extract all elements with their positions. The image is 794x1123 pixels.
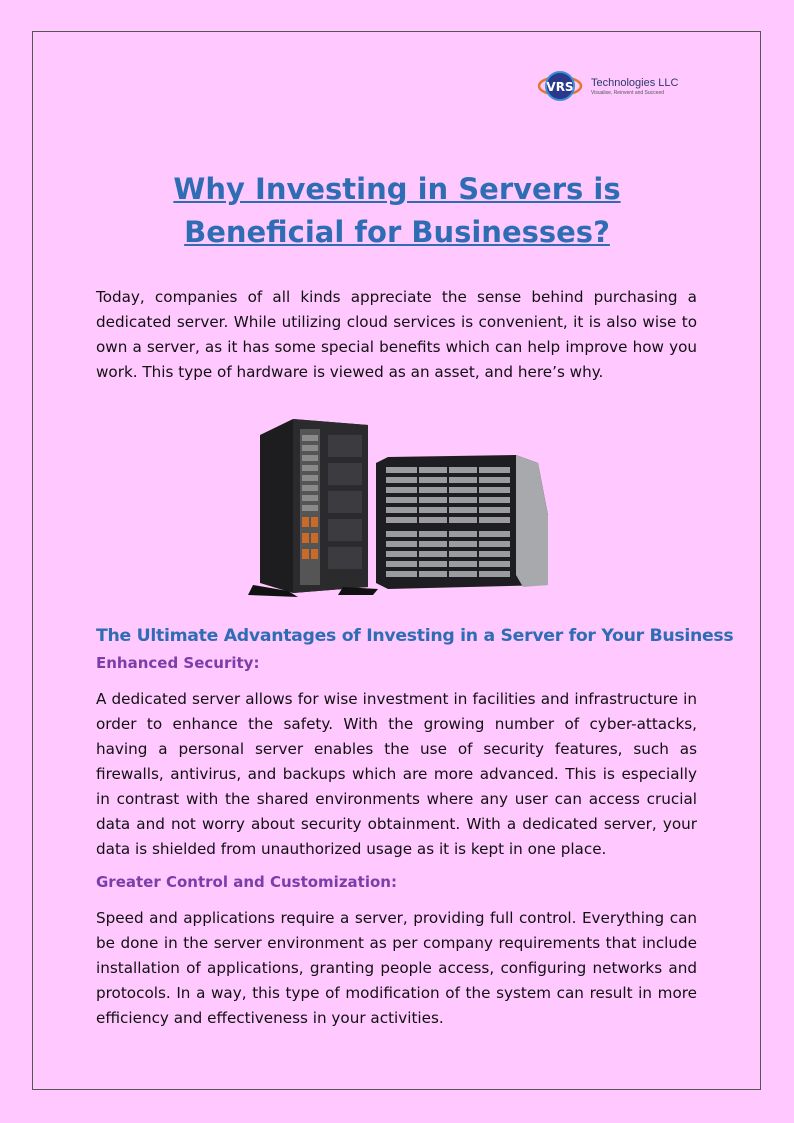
logo-tagline: Visualise, Reinvent and Succeed	[591, 90, 665, 96]
logo-mark: VRS	[546, 80, 574, 94]
servers-image	[248, 415, 553, 597]
logo-globe-icon	[538, 68, 590, 104]
logo-name: Technologies LLC	[591, 77, 679, 89]
subheading-greater-control: Greater Control and Customization:	[96, 873, 397, 891]
section-heading: The Ultimate Advantages of Investing in a Server for Your Business	[96, 626, 734, 646]
greater-control-paragraph: Speed and applications require a server, providing full control. Everything can be done in the server environment as per company requirements that include installation of applications, granting people access, configuring networks and protocols. In a way, this type of modification of the system can result in more efficiency and effectiveness in your activities.	[96, 909, 697, 1027]
company-logo	[538, 68, 698, 104]
enhanced-security-paragraph: A dedicated server allows for wise investment in facilities and infrastructure in order to enhance the safety. With the growing number of cyber-attacks, having a personal server enables the use of security features, such as firewalls, antivirus, and backups which are more advanced. This is especially in contrast with the shared environments where any user can access crucial data and not worry about security obtainment. With a dedicated server, your data is shielded from unauthorized usage as it is kept in one place.	[96, 690, 697, 858]
subheading-enhanced-security: Enhanced Security:	[96, 654, 260, 672]
page-title: Why Investing in Servers is Beneficial for Businesses?	[173, 172, 621, 249]
intro-paragraph: Today, companies of all kinds appreciate the sense behind purchasing a dedicated server. While utilizing cloud services is convenient, it is also wise to own a server, as it has some special benefits which can help improve how you work. This type of hardware is viewed as an asset, and here’s why.	[96, 288, 697, 381]
